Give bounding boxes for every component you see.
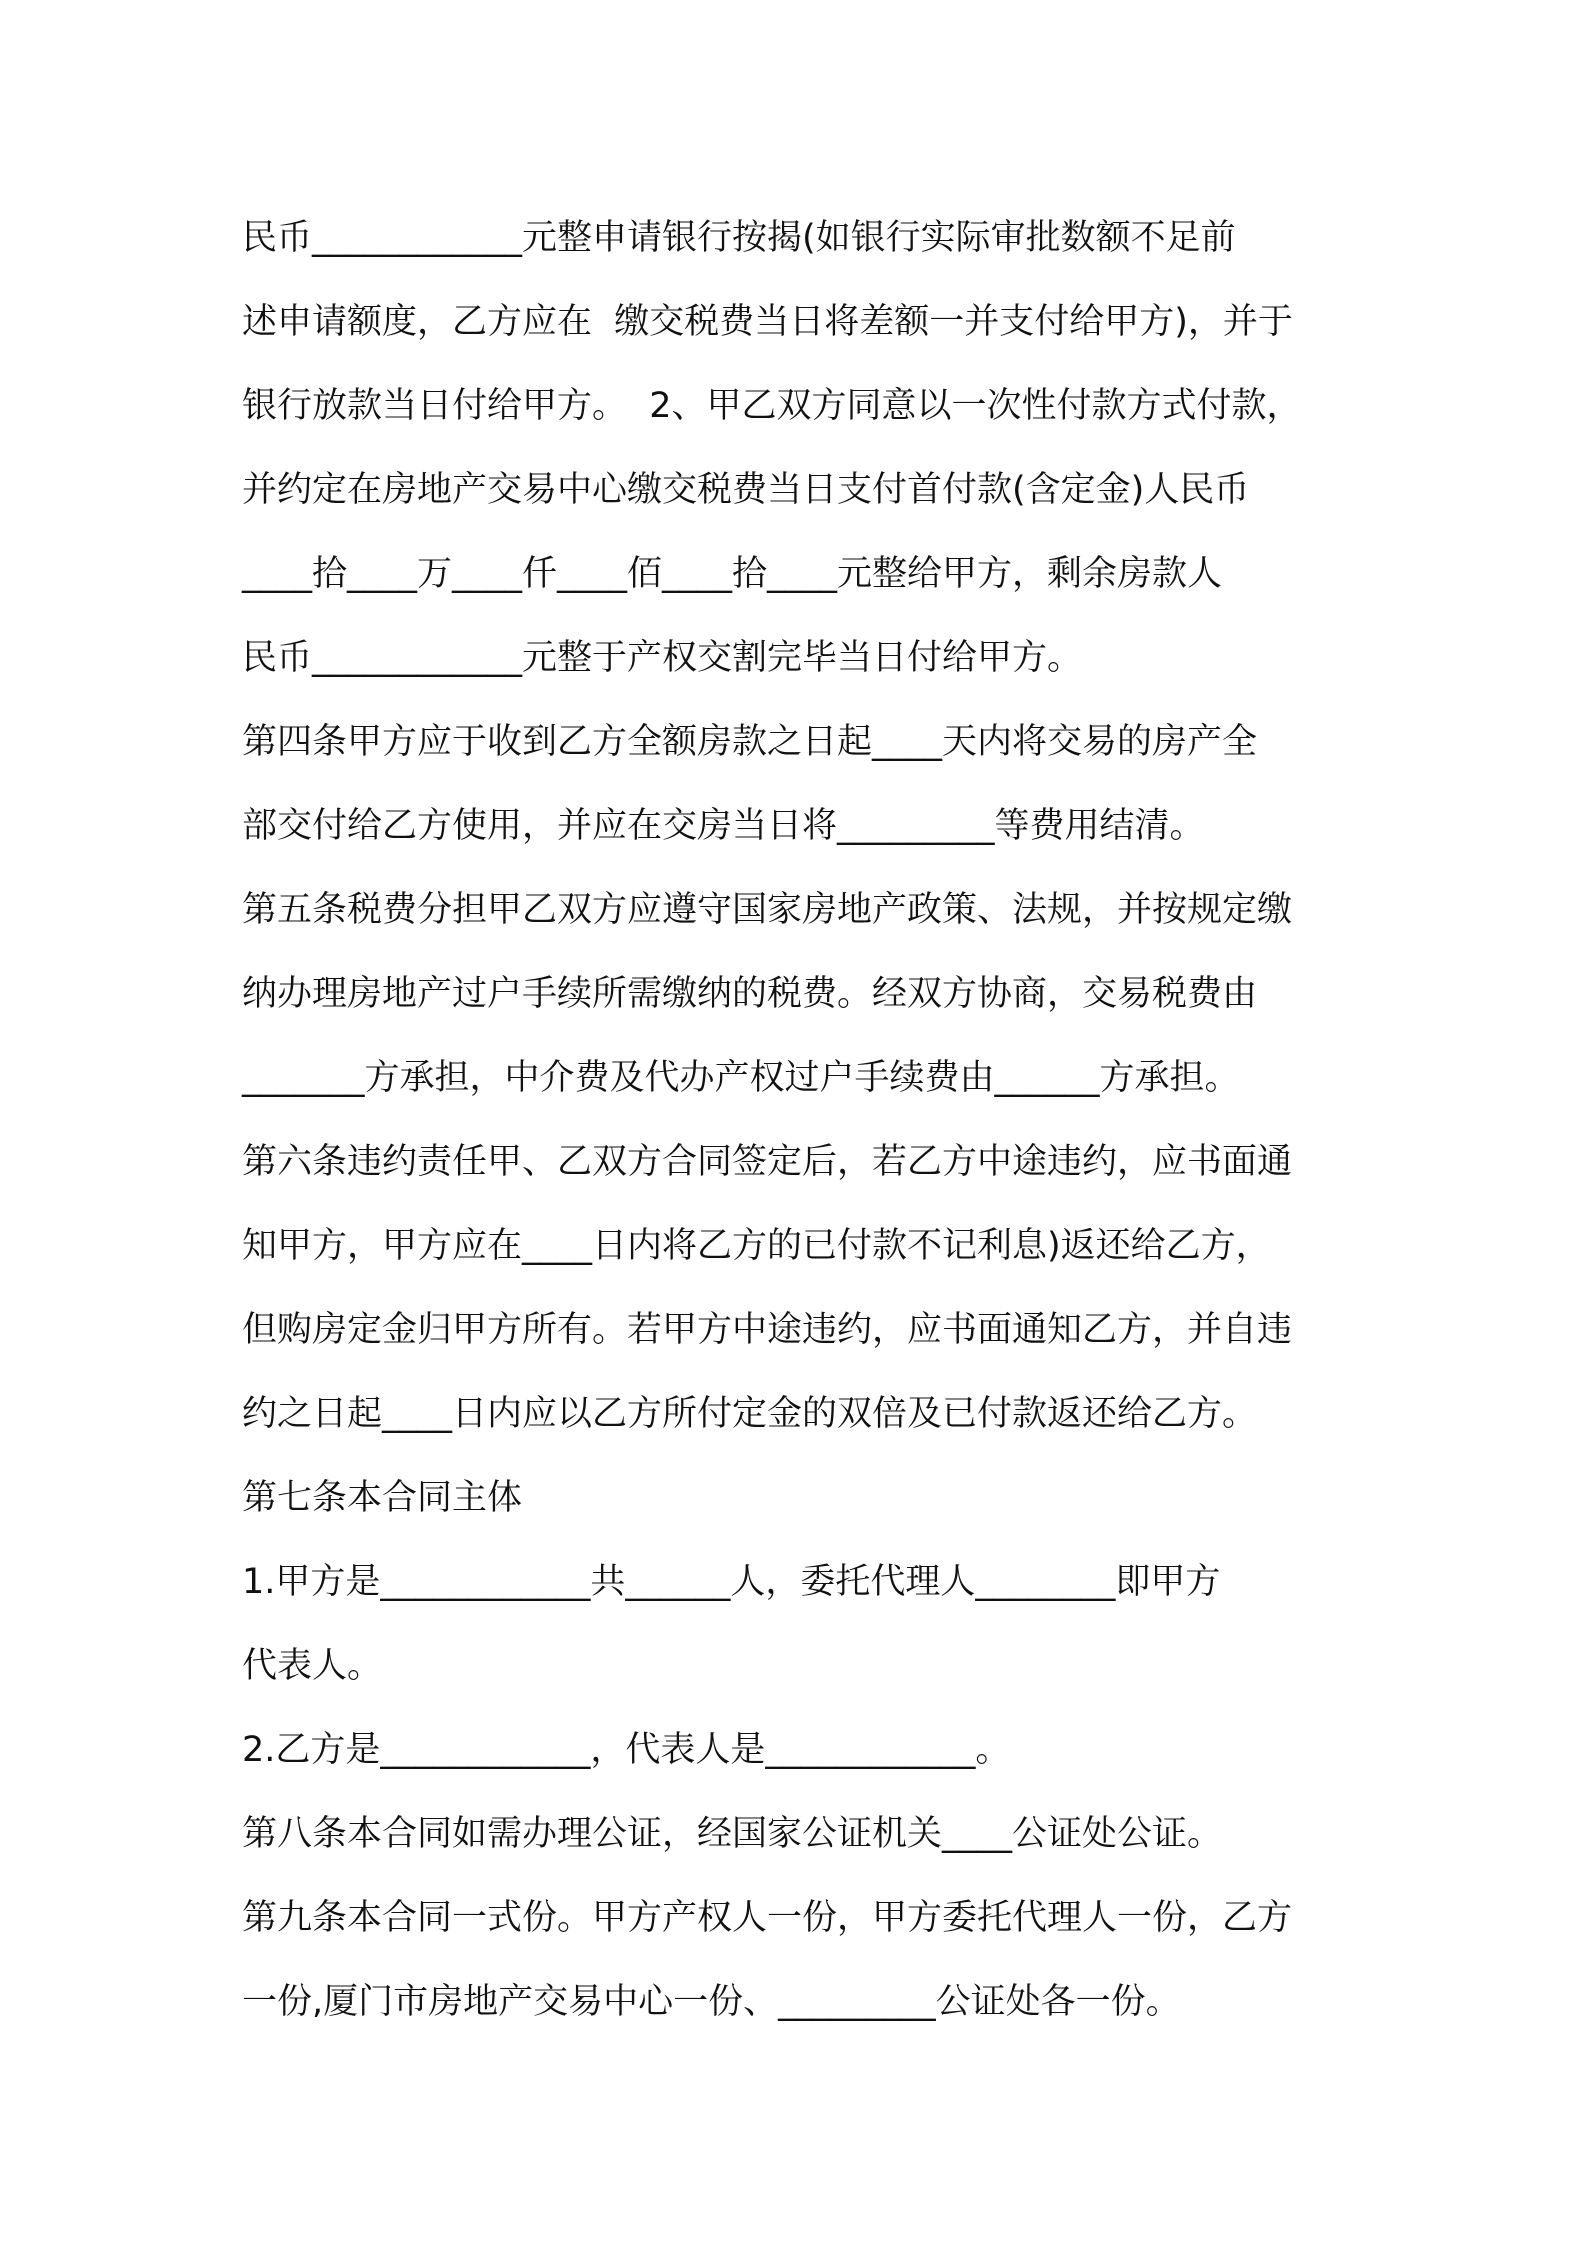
text-line: 第七条本合同主体 [242,1478,523,1518]
text-line: 银行放款当日付给甲方。 2、甲乙双方同意以一次性付款方式付款， [242,386,1302,426]
text-line: 2.乙方是____________，代表人是____________。 [242,1730,1011,1770]
text-line: 第八条本合同如需办理公证，经国家公证机关____公证处公证。 [242,1814,1223,1854]
text-line: 第九条本合同一式份。甲方产权人一份，甲方委托代理人一份，乙方 [242,1898,1293,1938]
text-line: 民币____________元整于产权交割完毕当日付给甲方。 [242,638,1083,678]
text-line: 第六条违约责任甲、乙双方合同签定后，若乙方中途违约，应书面通 [242,1142,1293,1182]
text-line: 部交付给乙方使用，并应在交房当日将_________等费用结清。 [242,806,1205,846]
text-line: 代表人。 [242,1646,383,1686]
text-line: 第五条税费分担甲乙双方应遵守国家房地产政策、法规，并按规定缴 [242,890,1293,930]
text-line: ____拾____万____仟____佰____拾____元整给甲方，剩余房款人 [242,554,1223,594]
text-line: 一份,厦门市房地产交易中心一份、_________公证处各一份。 [242,1982,1181,2022]
text-line: 知甲方，甲方应在____日内将乙方的已付款不记利息)返还给乙方， [242,1226,1271,1266]
text-line: 并约定在房地产交易中心缴交税费当日支付首付款(含定金)人民币 [242,470,1250,510]
text-line: 纳办理房地产过户手续所需缴纳的税费。经双方协商，交易税费由 [242,974,1258,1014]
text-line: 但购房定金归甲方所有。若甲方中途违约，应书面通知乙方，并自违 [242,1310,1293,1350]
text-line: _______方承担，中介费及代办产权过户手续费由______方承担。 [242,1058,1240,1098]
text-line: 民币____________元整申请银行按揭(如银行实际审批数额不足前 [242,218,1236,258]
text-line: 述申请额度，乙方应在 缴交税费当日将差额一并支付给甲方)，并于 [242,302,1293,342]
text-line: 1.甲方是____________共______人，委托代理人________即甲方 [242,1562,1221,1602]
text-line: 第四条甲方应于收到乙方全额房款之日起____天内将交易的房产全 [242,722,1258,762]
text-line: 约之日起____日内应以乙方所付定金的双倍及已付款返还给乙方。 [242,1394,1258,1434]
document-body [242,196,1362,2044]
